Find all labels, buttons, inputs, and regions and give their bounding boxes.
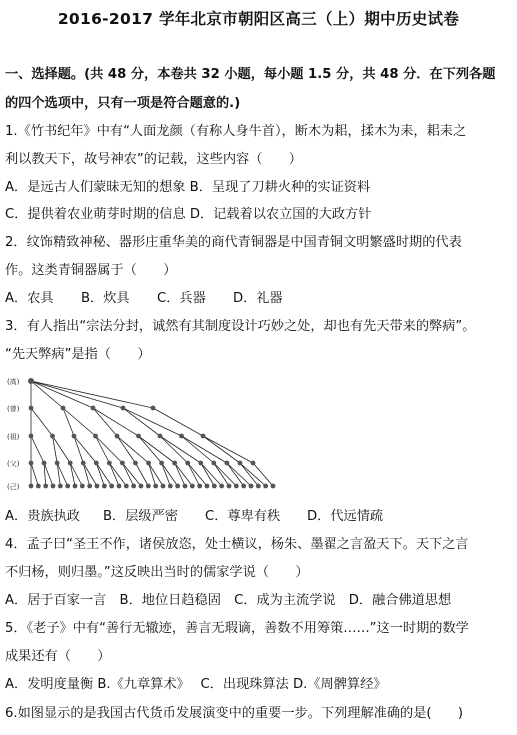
lineage-node bbox=[256, 484, 261, 489]
q3-option-c: C．尊卑有秩 bbox=[205, 509, 281, 524]
lineage-link bbox=[160, 436, 188, 463]
q4-stem-line-1: 4．孟子曰“圣王不作，诸侯放恣，处士横议，杨朱、墨翟之言盈天下。天下之言 bbox=[5, 537, 469, 552]
lineage-node bbox=[120, 461, 125, 466]
q3-option-d: D．代远情疏 bbox=[307, 509, 384, 524]
lineage-link bbox=[139, 436, 162, 463]
lineage-node bbox=[146, 484, 151, 489]
lineage-node bbox=[43, 484, 48, 489]
lineage-link bbox=[31, 381, 93, 408]
q1-options-ab: A．是远古人们蒙昧无知的想象 B．呈现了刀耕火种的实证资料 bbox=[5, 180, 371, 195]
lineage-link bbox=[31, 381, 153, 408]
q2-option-c: C．兵器 bbox=[157, 291, 206, 306]
generation-label: (己) bbox=[7, 483, 20, 491]
lineage-node bbox=[241, 484, 246, 489]
generation-label: (高) bbox=[7, 378, 20, 386]
q3-options bbox=[5, 508, 383, 526]
lineage-link bbox=[227, 463, 244, 486]
lineage-node bbox=[55, 461, 60, 466]
lineage-link bbox=[74, 436, 83, 463]
lineage-node bbox=[161, 484, 166, 489]
lineage-node bbox=[42, 461, 47, 466]
lineage-link bbox=[70, 463, 82, 486]
generation-label: (曾) bbox=[7, 405, 20, 413]
lineage-node bbox=[224, 461, 229, 466]
lineage-node bbox=[87, 484, 92, 489]
lineage-link bbox=[182, 436, 227, 463]
lineage-node bbox=[73, 484, 78, 489]
lineage-node bbox=[158, 434, 163, 439]
lineage-node bbox=[190, 484, 195, 489]
q2-options bbox=[5, 290, 283, 308]
lineage-node bbox=[234, 484, 239, 489]
lineage-node bbox=[72, 434, 77, 439]
lineage-node bbox=[263, 484, 268, 489]
lineage-node bbox=[50, 434, 55, 439]
lineage-node bbox=[168, 484, 173, 489]
q2-option-a: A．农具 bbox=[5, 291, 54, 306]
lineage-node bbox=[136, 434, 141, 439]
lineage-link bbox=[123, 408, 160, 436]
lineage-node bbox=[68, 461, 73, 466]
lineage-node bbox=[151, 406, 156, 411]
lineage-node bbox=[51, 484, 56, 489]
lineage-link bbox=[135, 463, 148, 486]
q3-option-a: A．贵族执政 bbox=[5, 509, 80, 524]
lineage-node bbox=[117, 484, 122, 489]
lineage-node bbox=[121, 406, 126, 411]
lineage-link bbox=[162, 463, 171, 486]
lineage-node bbox=[153, 484, 158, 489]
lineage-link bbox=[63, 408, 74, 436]
lineage-node bbox=[93, 434, 98, 439]
lineage-link bbox=[31, 381, 123, 408]
q5-stem-line-1: 5．《老子》中有“善行无辙迹，善言无瑕谪，善数不用筹策……”这一时期的数学 bbox=[5, 621, 469, 636]
lineage-node bbox=[159, 461, 164, 466]
lineage-link bbox=[70, 463, 75, 486]
lineage-node bbox=[185, 461, 190, 466]
q1-stem-line-1: 1.《竹书纪年》中有“人面龙颜（有称人身牛首），断木为耜，揉木为耒，耜耒之 bbox=[5, 124, 467, 139]
lineage-link bbox=[63, 408, 96, 436]
q6-stem-line-1: 6.如图显示的是我国古代货币发展演变中的重要一步。下列理解准确的是( ) bbox=[5, 706, 464, 721]
lineage-link bbox=[214, 463, 229, 486]
lineage-node bbox=[61, 406, 66, 411]
lineage-node bbox=[271, 484, 276, 489]
lineage-node bbox=[238, 461, 243, 466]
lineage-node bbox=[212, 484, 217, 489]
lineage-node bbox=[175, 484, 180, 489]
lineage-link bbox=[83, 463, 97, 486]
lineage-node bbox=[91, 406, 96, 411]
lineage-node bbox=[131, 484, 136, 489]
lineage-link bbox=[74, 436, 96, 463]
lineage-link bbox=[31, 463, 38, 486]
lineage-node bbox=[102, 484, 107, 489]
clan-lineage-diagram bbox=[5, 372, 280, 502]
lineage-link bbox=[93, 408, 117, 436]
lineage-link bbox=[96, 463, 111, 486]
lineage-node bbox=[124, 484, 129, 489]
lineage-node bbox=[201, 434, 206, 439]
q2-option-d: D．礼器 bbox=[233, 291, 283, 306]
q4-options: A．居于百家一言 B．地位日趋稳固 C．成为主流学说 D．融合佛道思想 bbox=[5, 593, 452, 608]
lineage-link bbox=[201, 463, 215, 486]
lineage-node bbox=[115, 434, 120, 439]
lineage-node bbox=[28, 378, 34, 384]
lineage-node bbox=[36, 484, 41, 489]
q4-stem-line-2: 不归杨，则归墨。”这反映出当时的儒家学说（ ） bbox=[5, 565, 309, 580]
lineage-node bbox=[107, 461, 112, 466]
lineage-node bbox=[29, 406, 34, 411]
q2-stem-line-2: 作。这类青铜器属于（ ） bbox=[5, 263, 177, 278]
lineage-link bbox=[153, 408, 203, 436]
q2-stem-line-1: 2．纹饰精致神秘、器形庄重华美的商代青铜器是中国青铜文明繁盛时期的代表 bbox=[5, 235, 462, 250]
lineage-node bbox=[197, 484, 202, 489]
lineage-node bbox=[65, 484, 70, 489]
generation-label: (祖) bbox=[7, 433, 20, 441]
lineage-link bbox=[31, 381, 63, 408]
lineage-node bbox=[29, 434, 34, 439]
section-header-line-1: 一、选择题。(共 48 分，本卷共 32 小题，每小题 1.5 分，共 48 分．在下列各题 bbox=[5, 67, 496, 82]
lineage-node bbox=[251, 461, 256, 466]
q1-stem-line-2: 利以教天下，故号神农”的记载，这些内容（ ） bbox=[5, 152, 302, 167]
lineage-node bbox=[198, 461, 203, 466]
lineage-link bbox=[96, 463, 104, 486]
q2-option-b: B．炊具 bbox=[81, 291, 130, 306]
exam-title: 2016-2017 学年北京市朝阳区高三（上）期中历史试卷 bbox=[57, 10, 460, 28]
lineage-link bbox=[240, 463, 266, 486]
lineage-node bbox=[219, 484, 224, 489]
generation-label: (父) bbox=[7, 460, 20, 468]
lineage-link bbox=[83, 463, 89, 486]
lineage-link bbox=[31, 408, 53, 436]
q3-option-b: B．层级严密 bbox=[103, 509, 178, 524]
lineage-node bbox=[58, 484, 63, 489]
lineage-link bbox=[96, 436, 110, 463]
lineage-link bbox=[96, 436, 123, 463]
lineage-node bbox=[29, 484, 34, 489]
lineage-link bbox=[162, 463, 178, 486]
lineage-link bbox=[203, 436, 253, 463]
lineage-link bbox=[149, 463, 163, 486]
lineage-node bbox=[227, 484, 232, 489]
lineage-node bbox=[249, 484, 254, 489]
lineage-link bbox=[149, 463, 156, 486]
lineage-node bbox=[95, 484, 100, 489]
lineage-node bbox=[80, 484, 85, 489]
lineage-link bbox=[160, 436, 201, 463]
q5-stem-line-2: 成果还有（ ） bbox=[5, 649, 111, 664]
lineage-node bbox=[94, 461, 99, 466]
lineage-link bbox=[214, 463, 237, 486]
q3-stem-line-2: “先天弊病”是指（ ） bbox=[5, 347, 151, 362]
lineage-link bbox=[31, 436, 44, 463]
lineage-node bbox=[179, 434, 184, 439]
q3-stem-line-1: 3．有人指出“宗法分封，诚然有其制度设计巧妙之处，却也有先天带来的弊病”。 bbox=[5, 319, 476, 334]
section-header-line-2: 的四个选项中，只有一项是符合题意的.) bbox=[5, 96, 241, 111]
lineage-node bbox=[139, 484, 144, 489]
q1-options-cd: C．提供着农业萌芽时期的信息 D．记载着以农立国的大政方针 bbox=[5, 207, 372, 222]
lineage-node bbox=[172, 461, 177, 466]
lineage-node bbox=[146, 461, 151, 466]
lineage-node bbox=[109, 484, 114, 489]
q5-options: A．发明度量衡 B.《九章算术》 C．出现珠算法 D.《周髀算经》 bbox=[5, 677, 387, 692]
lineage-node bbox=[205, 484, 210, 489]
lineage-node bbox=[29, 461, 34, 466]
lineage-link bbox=[227, 463, 251, 486]
lineage-node bbox=[81, 461, 86, 466]
lineage-node bbox=[211, 461, 216, 466]
lineage-node bbox=[133, 461, 138, 466]
lineage-node bbox=[183, 484, 188, 489]
